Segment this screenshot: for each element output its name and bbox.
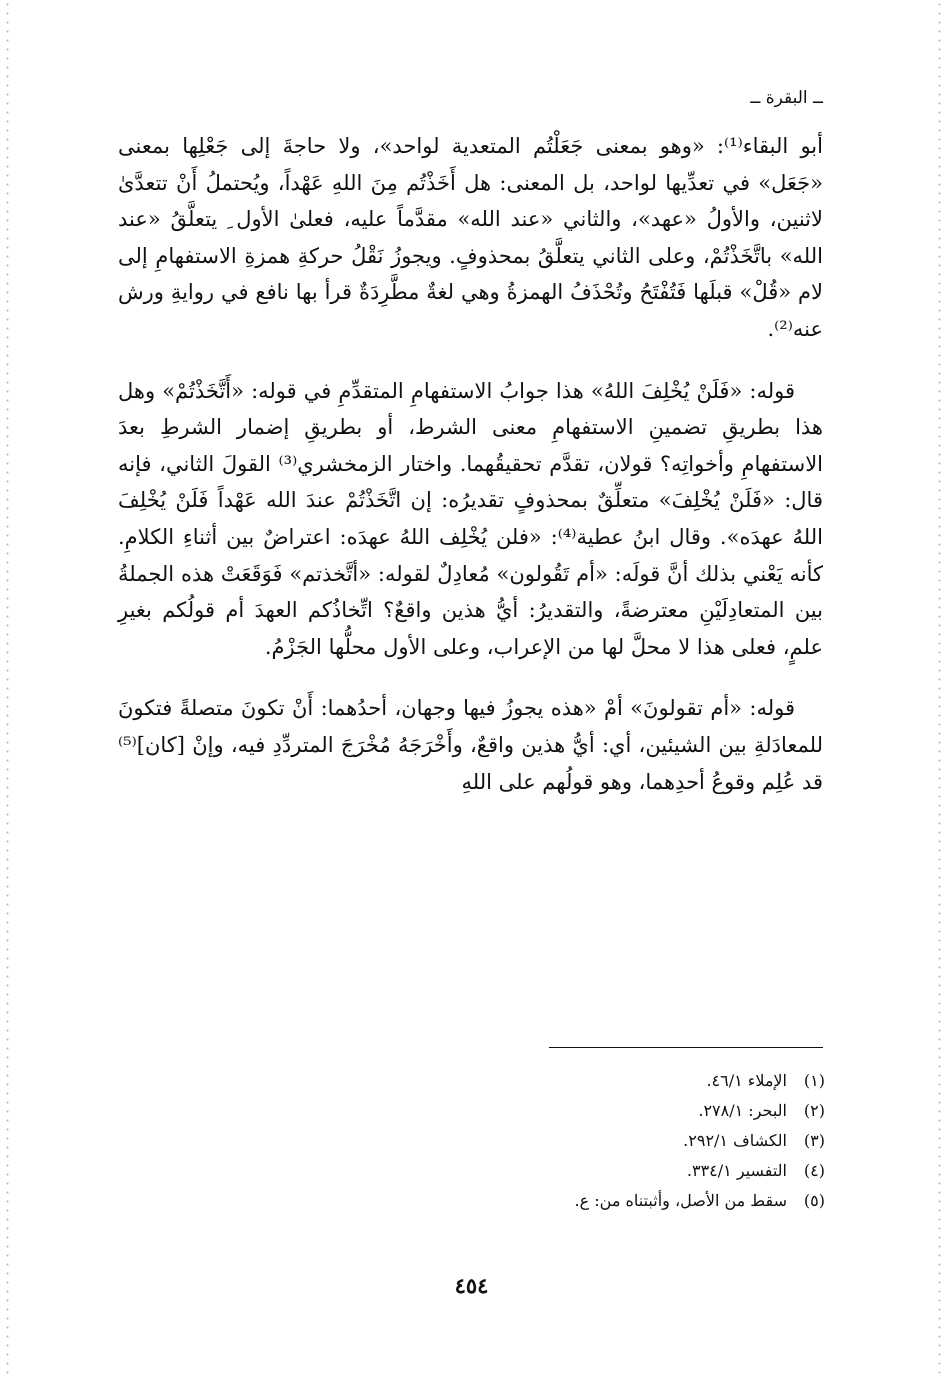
paragraph-3: قوله: «أم تقولونَ» أمْ «هذه يجوزُ فيها وجهان، أحدُهما: أَنْ تكونَ متصلةً فتكونَ للمعادَلةِ بين الشيئين، أي: أيُّ هذين واقعٌ، وأَخْرَجَهُ مُخْرَجَ المتردِّدِ فيه، وإنْ [كان]⁽⁵⁾ قد عُلِم وقوعُ أحدِهما، وهو قولُهم على اللهِ (118, 696, 823, 794)
scan-edge-left (6, 0, 9, 1375)
footnote-number: (٥) (803, 1191, 825, 1210)
footnote-text: التفسير ٣٣٤/١. (686, 1161, 787, 1180)
paragraph-2: قوله: «فَلَنْ يُخْلِفَ اللهُ» هذا جوابُ الاستفهامِ المتقدِّمِ في قوله: «أَتَّخَذْتُمْ» وهل هذا بطريقِ تضمينِ الاستفهامِ معنى الشرط، أو بطريقِ إضمار الشرطِ بعدَ الاستفهامِ وأخواتِه؟ قولان، تقدَّم تحقيقُهما. واختار الزمخشري⁽³⁾ القولَ الثاني، فإنه قال: «فَلَنْ يُخْلِفَ» متعلِّقٌ بمحذوفٍ تقديرُه: إن اتَّخَذْتُمْ عندَ الله عَهْداً فَلَنْ يُخْلِفَ اللهُ عهدَه». وقال ابنُ عطية⁽⁴⁾: «فلن يُخْلِف اللهُ عهدَه: اعتراضٌ بين أثناءِ الكلامِ. كأنه يَعْني بذلك أنَّ قولَه: «أم تَقُولون» مُعادِلٌ لقوله: «أتَّخذتم» فَوَقَعَتْ هذه الجملةُ بين المتعادِلَيْنِ معترضةً، والتقديرُ: أيُّ هذين واقعٌ؟ اتِّخاذُكم العهدَ أم قولُكم بغيرِ علمٍ، فعلى هذا لا محلَّ لها من الإعراب، وعلى الأول محلُّها الجَزْمُ. (118, 378, 824, 659)
footnote-number: (٣) (803, 1131, 825, 1150)
main-text (118, 128, 823, 800)
footnote-text: سقط من الأصل، وأثبتناه من: ع. (574, 1191, 787, 1210)
footnote-item (320, 1096, 825, 1126)
footnote-item (320, 1186, 825, 1216)
footnote-item (320, 1066, 825, 1096)
footnote-separator (549, 1047, 823, 1048)
footnote-text: الإملاء ٤٦/١. (706, 1071, 787, 1090)
footnote-text: البحر: ٢٧٨/١. (698, 1101, 787, 1120)
footnote-item (320, 1156, 825, 1186)
footnote-item (320, 1126, 825, 1156)
footnote-text: الكشاف ٢٩٢/١. (683, 1131, 787, 1150)
footnote-number: (٤) (803, 1161, 825, 1180)
footnotes-list (320, 1066, 825, 1216)
page-number: ٤٥٤ (454, 1273, 489, 1298)
footnote-number: (١) (803, 1071, 825, 1090)
scan-edge-right (938, 0, 941, 1375)
running-head: ــ البقرة ــ (750, 88, 823, 108)
footnote-number: (٢) (803, 1101, 825, 1120)
paragraph-1: أبو البقاء⁽¹⁾: «وهو بمعنى جَعَلْتُم المتعدية لواحد»، ولا حاجةَ إلى جَعْلِها بمعنى «جَعَل» في تعدِّيها لواحد، بل المعنى: هل أَخَذْتُم مِنَ اللهِ عَهْداً، ويُحتملُ أَنْ تتعدَّىٰ لاثنين، والأولُ «عهد»، والثاني «عند الله» مقدَّماً عليه، فعلىٰ الأول ِ يتعلَّقُ «عند الله» باتَّخَذْتُمْ، وعلى الثاني يتعلَّقُ بمحذوفٍ. ويجوزُ نَقْلُ حركةِ همزةِ الاستفهامِ إلى لام «قُلْ» قبلَها فَتُفْتَحُ وتُحْذَفُ الهمزةُ وهي لغةٌ مطَّرِدَةٌ قرأ بها نافع في روايةِ ورش عنه⁽²⁾. (118, 134, 823, 341)
